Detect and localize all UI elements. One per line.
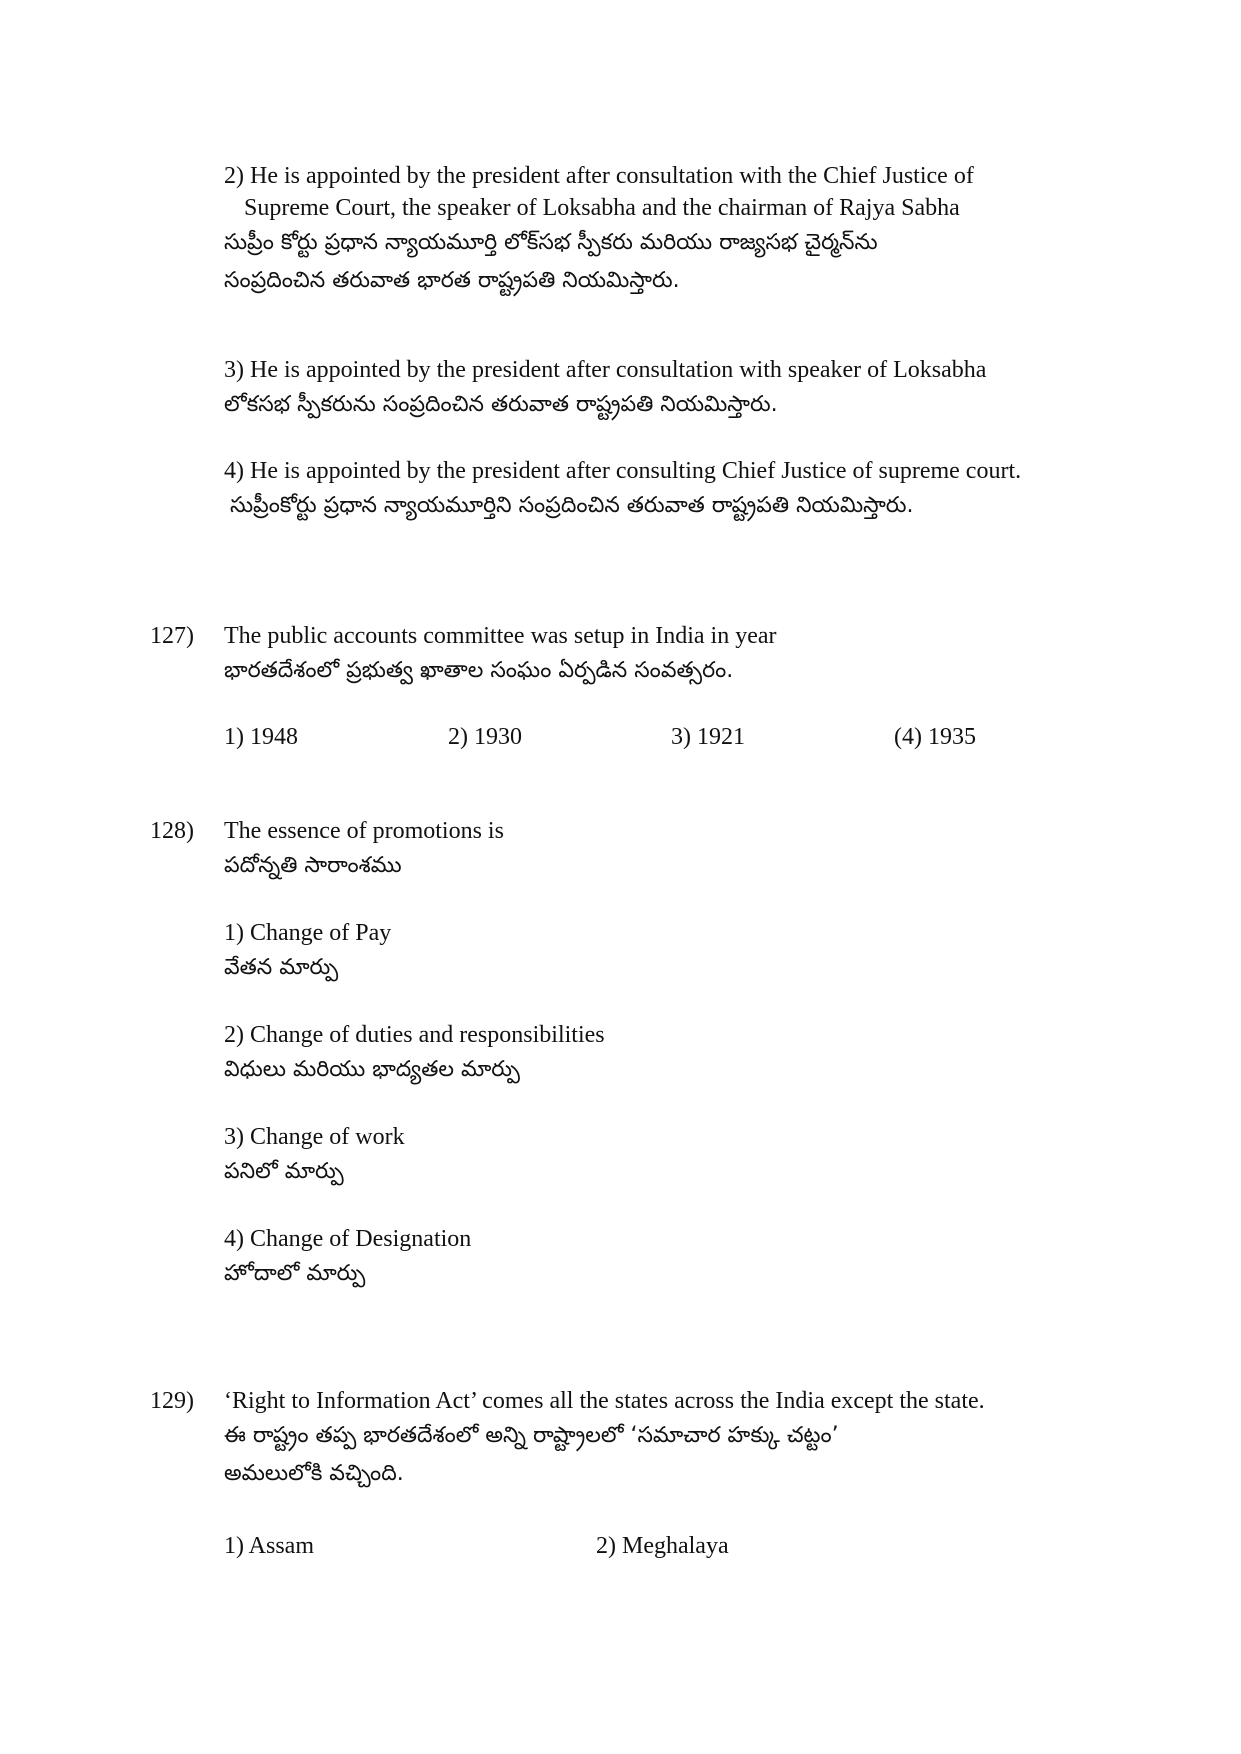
q128-option-4-te: హోదాలో మార్పు — [224, 1261, 366, 1286]
q128-option-4-en: 4) Change of Designation — [224, 1226, 472, 1252]
q129-question-te-line2: అమలులోకి వచ్చింది. — [224, 1461, 404, 1486]
q126-option-4 — [224, 455, 1090, 525]
q127-question — [224, 620, 1090, 690]
q129-question-en: ‘Right to Information Act’ comes all the states across the India except the state. — [224, 1388, 985, 1414]
q126-option-2-te-line1: సుప్రీం కోర్టు ప్రధాన న్యాయమూర్తి లోక్‌సభ స్పీకరు మరియు రాజ్యసభ చైర్మన్‌ను — [224, 230, 878, 255]
q128-option-2-en: 2) Change of duties and responsibilities — [224, 1022, 605, 1048]
q128-option-4 — [224, 1223, 1090, 1293]
q127-option-2: 2) 1930 — [448, 724, 522, 750]
q126-option-3-en: 3) He is appointed by the president after consultation with speaker of Loksabha — [224, 357, 987, 383]
q127-option-4: (4) 1935 — [894, 724, 976, 750]
q129-question — [224, 1385, 1090, 1493]
q129-option-1: 1) Assam — [224, 1533, 314, 1559]
q128-number: 128) — [150, 818, 194, 844]
q128-option-1-en: 1) Change of Pay — [224, 920, 392, 946]
q128-question-te: పదోన్నతి సారాంశము — [224, 853, 402, 878]
q126-option-2-en-line1: 2) He is appointed by the president after consultation with the Chief Justice of — [224, 163, 974, 189]
q128-option-3-te: పనిలో మార్పు — [224, 1159, 344, 1184]
q129-number: 129) — [150, 1388, 194, 1414]
q127-question-en: The public accounts committee was setup in India in year — [224, 623, 777, 649]
q127-option-3: 3) 1921 — [671, 724, 745, 750]
q126-option-2 — [224, 160, 1090, 300]
q127-number: 127) — [150, 623, 194, 649]
q126-option-4-en: 4) He is appointed by the president after consulting Chief Justice of supreme court. — [224, 458, 1022, 484]
q129-question-te-line1: ఈ రాష్ట్రం తప్ప భారతదేశంలో అన్ని రాష్ట్రాలలో ‘సమాచార హక్కు చట్టం’ — [224, 1423, 839, 1448]
q128-option-2 — [224, 1019, 1090, 1089]
q126-option-2-te-line2: సంప్రదించిన తరువాత భారత రాష్ట్రపతి నియమిస్తారు. — [224, 268, 680, 293]
q128-option-1 — [224, 917, 1090, 987]
q126-option-4-te: సుప్రీంకోర్టు ప్రధాన న్యాయమూర్తిని సంప్రదించిన తరువాత రాష్ట్రపతి నియమిస్తారు. — [230, 493, 914, 518]
q127-question-te: భారతదేశంలో ప్రభుత్వ ఖాతాల సంఘం ఏర్పడిన సంవత్సరం. — [224, 658, 734, 683]
q128-option-1-te: వేతన మార్పు — [224, 955, 339, 980]
q128-option-3-en: 3) Change of work — [224, 1124, 405, 1150]
q126-option-3-te: లోకసభ స్పీకరును సంప్రదించిన తరువాత రాష్ట్రపతి నియమిస్తారు. — [224, 392, 778, 417]
q127-option-1: 1) 1948 — [224, 724, 298, 750]
q128-question — [224, 815, 1090, 885]
q126-option-3 — [224, 354, 1090, 424]
q129-option-2: 2) Meghalaya — [596, 1533, 729, 1559]
q128-option-3 — [224, 1121, 1090, 1191]
q126-option-2-en-line2: Supreme Court, the speaker of Loksabha and the chairman of Rajya Sabha — [244, 195, 960, 221]
q128-question-en: The essence of promotions is — [224, 818, 504, 844]
q128-option-2-te: విధులు మరియు భాద్యతల మార్పు — [224, 1057, 520, 1082]
